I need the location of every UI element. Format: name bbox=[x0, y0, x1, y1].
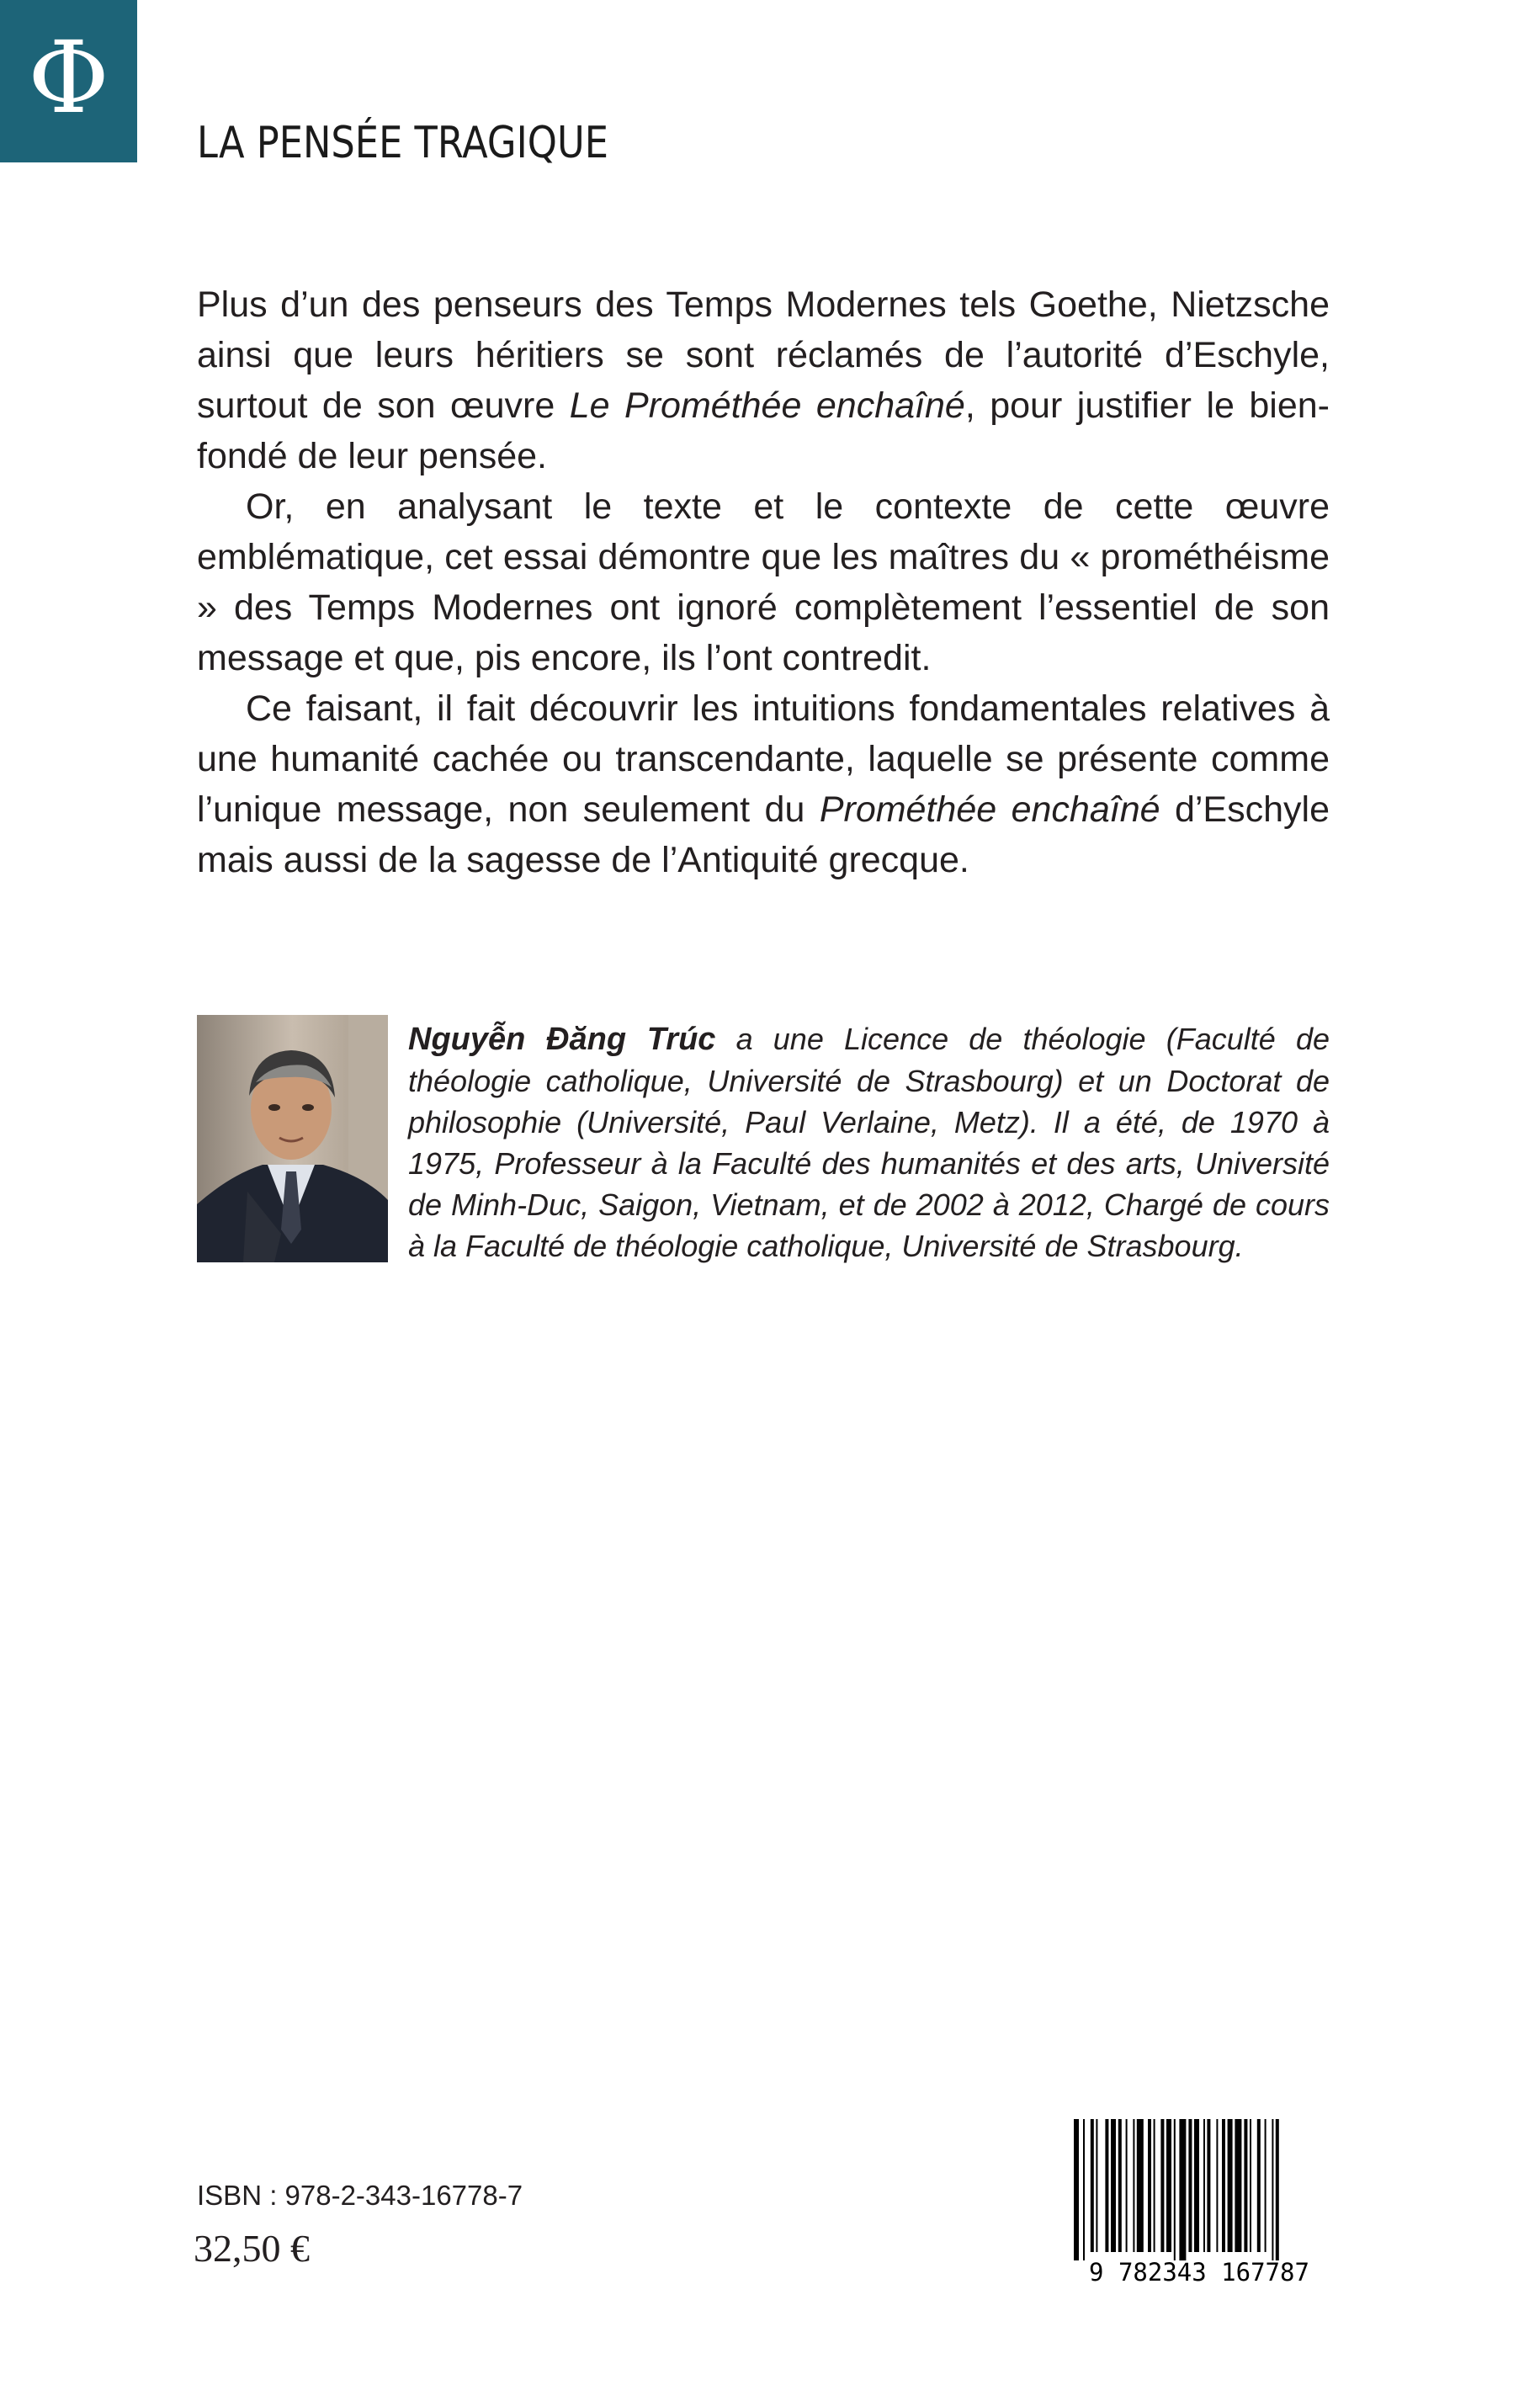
barcode-bar bbox=[1174, 2119, 1176, 2260]
blurb-p1-work-title: Le Prométhée enchaîné bbox=[569, 385, 965, 426]
barcode-bar bbox=[1096, 2119, 1097, 2252]
barcode-bar bbox=[1244, 2119, 1247, 2252]
barcode-bar bbox=[1228, 2119, 1233, 2252]
barcode-bar bbox=[1207, 2119, 1210, 2252]
author-bio bbox=[408, 1018, 1330, 1267]
blurb-p3-work-title: Prométhée enchaîné bbox=[819, 789, 1160, 830]
barcode-bar bbox=[1118, 2119, 1122, 2252]
barcode-bar bbox=[1133, 2119, 1134, 2252]
phi-logo-icon: Φ bbox=[28, 19, 109, 135]
barcode-bar bbox=[1265, 2119, 1267, 2252]
blurb-paragraph-3 bbox=[197, 683, 1330, 885]
barcode-bar bbox=[1272, 2119, 1273, 2260]
barcode-icon bbox=[1067, 2119, 1332, 2287]
barcode-bar bbox=[1137, 2119, 1144, 2252]
barcode-bar bbox=[1257, 2119, 1261, 2252]
author-name: Nguyễn Đăng Trúc bbox=[408, 1022, 716, 1057]
barcode-bar bbox=[1203, 2119, 1205, 2252]
barcode-bar bbox=[1250, 2119, 1251, 2252]
barcode-bar bbox=[1154, 2119, 1155, 2252]
barcode-bar bbox=[1216, 2119, 1218, 2252]
barcode-bar bbox=[1160, 2119, 1164, 2252]
blurb-p1-text-b: , pour justifier le bien-fondé de leur pensée. bbox=[197, 385, 1330, 476]
barcode-bar bbox=[1166, 2119, 1171, 2252]
barcode-bar bbox=[1111, 2119, 1116, 2252]
barcode-bar bbox=[1222, 2119, 1225, 2252]
barcode-bar bbox=[1188, 2119, 1192, 2252]
author-photo bbox=[197, 1015, 388, 1262]
blurb-p3-text-b: d’Eschyle mais aussi de la sagesse de l’Antiquité grecque. bbox=[197, 789, 1330, 880]
barcode-bar bbox=[1074, 2119, 1079, 2260]
price-label: 32,50 € bbox=[194, 2227, 310, 2270]
barcode-bar bbox=[1105, 2119, 1108, 2252]
back-cover-blurb bbox=[197, 279, 1330, 885]
barcode-digits: 9 782343 167787 bbox=[1089, 2258, 1309, 2287]
barcode-bar bbox=[1091, 2119, 1094, 2252]
barcode-bar bbox=[1235, 2119, 1241, 2252]
blurb-paragraph-2: Or, en analysant le texte et le contexte de cette œuvre emblématique, cet essai démontre que les maîtres du « prométhéisme » des Temps Modernes ont ignoré complètement l’essentiel de son message et que, pis encore, ils l’ont contredit. bbox=[197, 486, 1330, 678]
isbn-label: ISBN : 978-2-343-16778-7 bbox=[197, 2180, 523, 2211]
blurb-p1-text-a: Plus d’un des penseurs des Temps Modernes tels Goethe, Nietzsche ainsi que leurs héritiers se sont réclamés de l’autorité d’Eschyle, surtout de son œuvre bbox=[197, 284, 1330, 426]
barcode-bar bbox=[1083, 2119, 1085, 2260]
author-bio-text: a une Licence de théologie (Faculté de théologie catholique, Université de Strasbourg) et un Doctorat de philosophie (Université, Paul Verlaine, Metz). Il a été, de 1970 à 1975, Professeur à la Faculté des humanités et des arts, Université de Minh-Duc, Saigon, Vietnam, et de 2002 à 2012, Chargé de cours à la Faculté de théologie catholique, Université de Strasbourg. bbox=[408, 1022, 1330, 1263]
barcode-bar bbox=[1276, 2119, 1279, 2260]
barcode bbox=[1067, 2119, 1332, 2287]
publisher-logo bbox=[0, 0, 137, 162]
series-title: LA PENSÉE TRAGIQUE bbox=[197, 118, 608, 168]
blurb-p3-text-a: Ce faisant, il fait découvrir les intuitions fondamentales relatives à une humanité cachée ou transcendante, laquelle se présente comme l’unique message, non seulement du bbox=[197, 688, 1330, 830]
blurb-paragraph-1 bbox=[197, 279, 1330, 481]
barcode-bar bbox=[1126, 2119, 1128, 2252]
barcode-bar bbox=[1148, 2119, 1151, 2252]
barcode-bar bbox=[1179, 2119, 1186, 2260]
barcode-bar bbox=[1194, 2119, 1199, 2252]
author-portrait-icon bbox=[197, 1015, 388, 1262]
